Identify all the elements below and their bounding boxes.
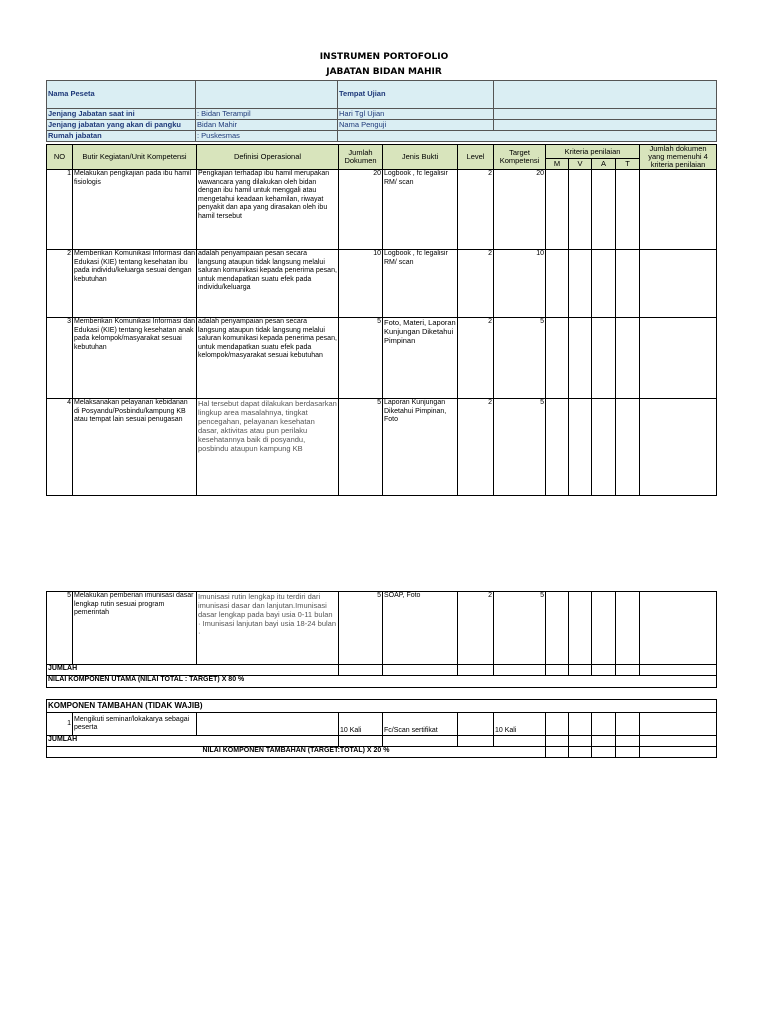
- cell-t[interactable]: [616, 250, 640, 318]
- cell-t[interactable]: [616, 318, 640, 399]
- table-row: [47, 592, 717, 665]
- table-row: [47, 713, 717, 736]
- row-no: 2: [47, 250, 73, 318]
- nama-penguji-value[interactable]: [494, 120, 717, 131]
- row-no: 3: [47, 318, 73, 399]
- col-a: A: [592, 159, 616, 170]
- doc-title-line1: INSTRUMEN PORTOFOLIO: [319, 52, 449, 62]
- col-v: V: [569, 159, 592, 170]
- row-level: 2: [458, 318, 494, 399]
- row-target: 10 Kali: [494, 713, 546, 736]
- cell-a[interactable]: [592, 250, 616, 318]
- row-level: 2: [458, 592, 494, 665]
- competency-table: [46, 144, 717, 496]
- nilai-utama-row: [47, 676, 717, 688]
- row-jumlah: 5: [339, 318, 383, 399]
- row-jenis: SOAP, Foto: [383, 592, 458, 665]
- row-butir: Memberikan Komunikasi Informasi dan Edukasi (KIE) tentang kesehatan ibu pada individu/keluarga sesuai dengan kebutuhan: [73, 250, 197, 318]
- cell-jumlah-memenuhi[interactable]: [640, 318, 717, 399]
- cell-jumlah-memenuhi[interactable]: [640, 399, 717, 496]
- row-definisi: Hal tersebut dapat dilakukan berdasarkan lingkup area masalahnya, tingkat pencegahan, pelayanan kesehatan dasar, aktivitas atau pun perilaku kesehatannya baik di posyandu, posbindu ataupun kampung KB: [197, 399, 339, 496]
- row-butir: Melakukan pemberian imunisasi dasar lengkap rutin sesuai program pemerintah: [73, 592, 197, 665]
- col-jenis-bukti: Jenis Bukti: [383, 145, 458, 170]
- row-no: 5: [47, 592, 73, 665]
- rumah-jabatan-value: : Puskesmas: [196, 131, 338, 142]
- row-jenis: Foto, Materi, Laporan Kunjungan Diketahui Pimpinan: [383, 318, 458, 399]
- tambahan-header: KOMPONEN TAMBAHAN (TIDAK WAJIB): [47, 700, 717, 713]
- cell-m[interactable]: [546, 318, 569, 399]
- row-jumlah: 5: [339, 592, 383, 665]
- cell-t[interactable]: [616, 170, 640, 250]
- cell-a[interactable]: [592, 170, 616, 250]
- table-row: [47, 250, 717, 318]
- row-target: 5: [494, 592, 546, 665]
- table-row: [47, 170, 717, 250]
- row-level: 2: [458, 399, 494, 496]
- col-m: M: [546, 159, 569, 170]
- row-target: 10: [494, 250, 546, 318]
- cell-v[interactable]: [569, 399, 592, 496]
- cell-t[interactable]: [616, 592, 640, 665]
- cell-t[interactable]: [616, 713, 640, 736]
- col-target: Target Kompetensi: [494, 145, 546, 170]
- jumlah-row: [47, 665, 717, 676]
- competency-table-continued: [46, 591, 717, 688]
- row-butir: Memberikan Komunikasi Informasi dan Edukasi (KIE) tentang kesehatan anak pada kelompok/masyarakat sesuai kebutuhan: [73, 318, 197, 399]
- hari-tgl-label: Hari Tgl Ujian: [338, 109, 494, 120]
- rumah-jabatan-label: Rumah jabatan: [47, 131, 196, 142]
- row-target: 5: [494, 399, 546, 496]
- cell-v[interactable]: [569, 713, 592, 736]
- cell-v[interactable]: [569, 170, 592, 250]
- jenjang-akan-label: Jenjang jabatan yang akan di pangku: [47, 120, 196, 131]
- jenjang-saat-ini-value: : Bidan Terampil: [196, 109, 338, 120]
- row-jumlah: 10: [339, 250, 383, 318]
- row-jumlah: 5: [339, 399, 383, 496]
- nama-peserta-value[interactable]: [196, 81, 338, 109]
- doc-title-line2: JABATAN BIDAN MAHIR: [326, 67, 442, 77]
- col-butir: Butir Kegiatan/Unit Kompetensi: [73, 145, 197, 170]
- cell-m[interactable]: [546, 250, 569, 318]
- cell-a[interactable]: [592, 592, 616, 665]
- row-jumlah: 20: [339, 170, 383, 250]
- col-kriteria: Kriteria penilaian: [546, 145, 640, 159]
- cell-m[interactable]: [546, 399, 569, 496]
- jenjang-saat-ini-label: Jenjang Jabatan saat ini: [47, 109, 196, 120]
- table-row: [47, 318, 717, 399]
- row-definisi: Pengkajian terhadap ibu hamil merupakan wawancara yang dilakukan oleh bidan dengan ibu hamil untuk menggali atau mengetahui keadaan kehamilan, riwayat penyakit dan apa yang dirasakan oleh ibu hamil tersebut: [197, 170, 339, 250]
- row-no: 1: [47, 170, 73, 250]
- komponen-tambahan-table: [46, 699, 717, 758]
- row-jenis: Logbook , fc legalisir RM/ scan: [383, 250, 458, 318]
- cell-jumlah-memenuhi[interactable]: [640, 713, 717, 736]
- cell-a[interactable]: [592, 713, 616, 736]
- col-t: T: [616, 159, 640, 170]
- row-level: 2: [458, 250, 494, 318]
- cell-v[interactable]: [569, 318, 592, 399]
- tambahan-jumlah-label: JUMLAH: [47, 736, 339, 747]
- cell-jumlah-memenuhi[interactable]: [640, 250, 717, 318]
- cell-m[interactable]: [546, 713, 569, 736]
- cell-jumlah-memenuhi[interactable]: [640, 592, 717, 665]
- cell-a[interactable]: [592, 318, 616, 399]
- tempat-ujian-value[interactable]: [494, 81, 717, 109]
- table-row: [47, 399, 717, 496]
- col-level: Level: [458, 145, 494, 170]
- tempat-ujian-label: Tempat Ujian: [338, 81, 494, 109]
- cell-m[interactable]: [546, 592, 569, 665]
- cell-jumlah-memenuhi[interactable]: [640, 170, 717, 250]
- row-jenis: Laporan Kunjungan Diketahui Pimpinan, Foto: [383, 399, 458, 496]
- participant-info-table: [46, 80, 717, 142]
- cell-a[interactable]: [592, 399, 616, 496]
- row-jenis: Fc/Scan sertifikat: [383, 713, 458, 736]
- row-jumlah: 10 Kali: [339, 713, 383, 736]
- cell-v[interactable]: [569, 250, 592, 318]
- row-no: 4: [47, 399, 73, 496]
- col-definisi: Definisi Operasional: [197, 145, 339, 170]
- col-no: NO: [47, 145, 73, 170]
- row-definisi: adalah penyampaian pesan secara langsung ataupun tidak langsung melalui saluran komunikasi kepada penerima pesan, untuk mendapatkan suatu efek pada individu/keluarga: [197, 250, 339, 318]
- jumlah-label: JUMLAH: [47, 665, 339, 676]
- row-level: 2: [458, 170, 494, 250]
- cell-t[interactable]: [616, 399, 640, 496]
- row-jenis: Logbook , fc legalisir RM/ scan: [383, 170, 458, 250]
- jenjang-akan-value: Bidan Mahir: [196, 120, 338, 131]
- row-butir: Melaksanakan pelayanan kebidanan di Posyandu/Posbindu/kampung KB atau tempat lain sesuai penugasan: [73, 399, 197, 496]
- row-butir: Melakukan pengkajian pada ibu hamil fisiologis: [73, 170, 197, 250]
- hari-tgl-value[interactable]: [494, 109, 717, 120]
- row-no: 1: [47, 713, 73, 736]
- row-definisi: Imunisasi rutin lengkap itu terdiri dari imunisasi dasar dan lanjutan.Imunisasi dasar lengkap pada bayi usia 0-11 bulan · Imunisasi lanjutan bayi usia 18-24 bulan ·: [197, 592, 339, 665]
- cell-v[interactable]: [569, 592, 592, 665]
- nama-peserta-label: Nama Peseta: [47, 81, 196, 109]
- nilai-utama-label: NILAI KOMPONEN UTAMA (NILAI TOTAL : TARGET) X 80 %: [47, 676, 717, 688]
- row-definisi: adalah penyampaian pesan secara langsung ataupun tidak langsung melalui saluran komunikasi kepada penerima pesan, untuk mendapatkan suatu efek pada kelompok/masyarakat sesuai kebutuhan: [197, 318, 339, 399]
- col-jumlah-dokumen: Jumlah Dokumen: [339, 145, 383, 170]
- row-butir: Mengikuti seminar/lokakarya sebagai peserta: [73, 713, 197, 736]
- row-target: 5: [494, 318, 546, 399]
- nilai-tambahan-label: NILAI KOMPONEN TAMBAHAN (TARGET:TOTAL) X 20 %: [47, 747, 546, 758]
- cell-m[interactable]: [546, 170, 569, 250]
- nama-penguji-label: Nama Penguji: [338, 120, 494, 131]
- rumah-jabatan-empty: [338, 131, 717, 142]
- row-target: 20: [494, 170, 546, 250]
- col-jumlah-memenuhi: Jumlah dokumen yang memenuhi 4 kriteria penilaian: [640, 145, 717, 170]
